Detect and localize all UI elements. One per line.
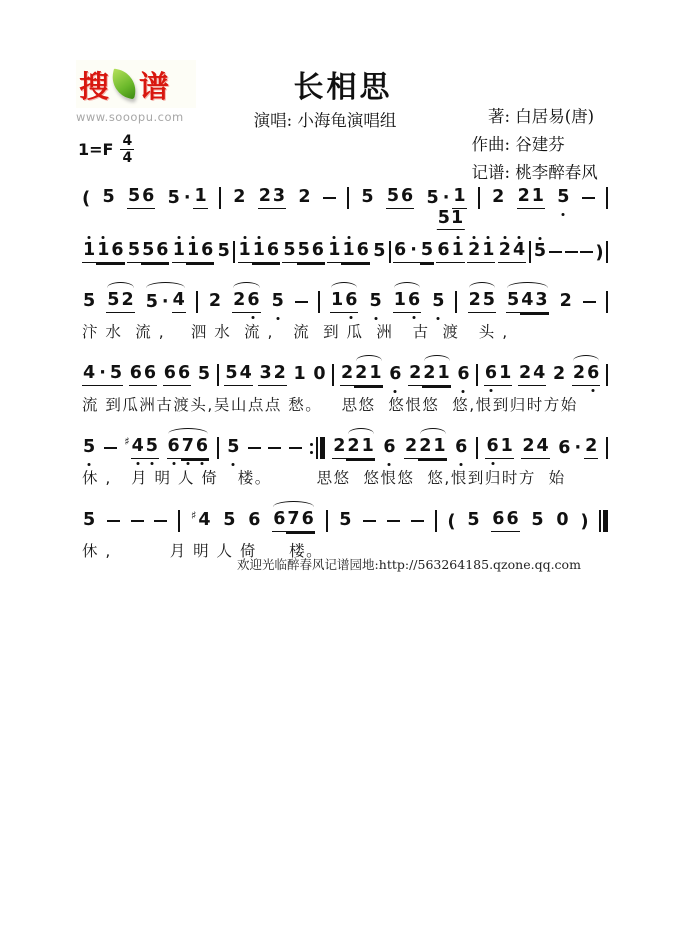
performer-credit: 演唱: 小海龟演唱组 [253, 111, 397, 130]
note-token: 6 · 2 [558, 436, 598, 459]
time-signature [120, 134, 134, 165]
barline [217, 437, 219, 459]
barline [435, 510, 437, 532]
ossia-note: 51 [437, 208, 465, 229]
score-line-5 [82, 436, 608, 488]
barline [347, 187, 349, 209]
note-token: 5 [531, 510, 544, 531]
note-token: 5 [467, 510, 480, 531]
note-token: 2 2 1 [408, 364, 451, 385]
dash-note [268, 447, 281, 450]
note-token: 1 1 6 [82, 241, 125, 262]
barline [606, 364, 608, 386]
slur-arc [420, 428, 445, 434]
note-token: 6 [248, 510, 261, 531]
dash-note [363, 520, 376, 523]
score-area [82, 186, 608, 585]
note-token: 5 [227, 437, 240, 458]
slur-arc [573, 355, 599, 361]
note-token: 5 5 6 [282, 241, 325, 262]
note-token: 6 1 [436, 241, 464, 262]
note-token: 2 4 [518, 364, 546, 385]
note-token: 6 6 [163, 364, 191, 385]
score-line-6 [82, 509, 608, 561]
note-token: 5 [83, 510, 96, 531]
dash-note [154, 520, 167, 523]
slur-arc [168, 428, 209, 434]
logo-url: www.sooopu.com [76, 110, 184, 124]
note-token: 1 1 6 [238, 241, 281, 262]
note-token: 6 [457, 364, 470, 385]
slur-arc [331, 282, 357, 288]
barline [478, 187, 480, 209]
transcriber-name: 桃李醉春风 [515, 163, 598, 182]
open-paren: ( [447, 510, 456, 532]
dash-note [411, 520, 424, 523]
notation-row [82, 509, 608, 533]
barline [217, 364, 219, 386]
barline [606, 187, 608, 209]
composer-row [452, 131, 598, 159]
notation-row [82, 240, 608, 264]
dash-note [323, 197, 336, 200]
note-token: 2 2 1 [332, 437, 375, 458]
note-token: 1 1 6 [172, 241, 215, 262]
note-token: 5 [102, 187, 115, 208]
note-token: 2 4 [521, 437, 549, 458]
note-token: 6 6 [491, 510, 519, 531]
note-token: 5 · 4 [145, 291, 186, 312]
barline [476, 437, 478, 459]
lyrics-row: 汴 水 流 , 泗 水 流 , 流 到 瓜 洲 古 渡 头 , [82, 323, 509, 341]
barline [606, 291, 608, 313]
note-token: 5 2 [106, 291, 134, 312]
notation-row [82, 363, 608, 387]
note-token: 5 · 1 51 [426, 186, 466, 229]
composer-label: 作曲: [471, 135, 510, 154]
transcriber-row [452, 159, 598, 187]
barline [332, 364, 334, 386]
note-token: 5 [557, 187, 570, 208]
note-token: 5 · 1 [167, 186, 207, 209]
barline [196, 291, 198, 313]
notation-row [82, 290, 608, 314]
note-token: 6 [455, 437, 468, 458]
sharp-icon: ♯ [191, 509, 197, 523]
repeat-dots [310, 443, 313, 454]
slur-arc [273, 501, 314, 507]
barline [219, 187, 221, 209]
note-token: 5 [83, 291, 96, 312]
note-token: 2 1 [517, 187, 545, 208]
note-token: 1 [293, 364, 306, 385]
dash-note [107, 520, 120, 523]
time-bottom: 4 [122, 150, 133, 166]
key-label: 1=F [78, 140, 114, 159]
credits-block [452, 103, 598, 187]
note-token: 2 [559, 291, 572, 312]
barline [606, 241, 608, 263]
slur-arc [146, 282, 185, 288]
note-token: 5 [432, 291, 445, 312]
slur-arc [356, 355, 381, 361]
song-title: 长相思 [293, 70, 393, 105]
lyrics-row: 流 到瓜洲古渡头,吴山点点 愁。 思悠 悠恨悠 悠,恨到归时方始 [82, 396, 578, 414]
dash-note [104, 447, 117, 450]
note-token: 5 [197, 364, 211, 385]
barline [529, 241, 531, 263]
note-token: 6 1 [484, 364, 512, 385]
dash-note [248, 447, 261, 450]
note-token: 6 [389, 364, 402, 385]
note-token: 2 4 [498, 241, 526, 262]
repeat-barline [310, 437, 325, 459]
note-token: 2 2 1 [340, 364, 383, 385]
note-token: 5 5 6 [127, 241, 170, 262]
note-token: 2 2 1 [404, 437, 447, 458]
slur-arc [233, 282, 259, 288]
barline [455, 291, 457, 313]
note-token: 2 [233, 187, 246, 208]
note-token: ♯ 4 [191, 509, 211, 531]
time-top: 4 [122, 133, 133, 149]
sharp-icon: ♯ [124, 435, 130, 449]
author-label: 著: [487, 107, 510, 126]
transcriber-label: 记谱: [471, 163, 510, 182]
notation-row [82, 436, 608, 460]
note-token: 6 1 [485, 437, 513, 458]
note-token: 5 [83, 437, 96, 458]
author-row [452, 103, 598, 131]
slur-arc [469, 282, 495, 288]
dash-note [549, 251, 562, 254]
note-token: 5 [533, 241, 547, 262]
note-token: 6 · 5 [393, 241, 434, 262]
dash-note [582, 197, 595, 200]
note-token: 2 [298, 187, 311, 208]
note-token: 2 5 [468, 291, 496, 312]
barline [318, 291, 320, 313]
author-name: 白居易(唐) [515, 107, 595, 126]
note-token: 5 6 [386, 187, 414, 208]
barline [233, 241, 235, 263]
note-token: 0 [556, 510, 569, 531]
score-line-1 [82, 186, 608, 229]
dash-note [295, 301, 308, 304]
slur-arc [424, 355, 449, 361]
note-token: 2 [492, 187, 505, 208]
note-token: 2 [553, 364, 566, 385]
note-token: 6 6 [129, 364, 157, 385]
note-token: 1 1 6 [327, 241, 370, 262]
note-token: 2 [208, 291, 222, 312]
note-token: 5 [217, 241, 230, 262]
slur-arc [507, 282, 548, 288]
dash-note [289, 447, 302, 450]
dash-note [131, 520, 144, 523]
key-signature [78, 134, 134, 165]
note-token: 5 [369, 291, 382, 312]
final-barline [599, 510, 608, 532]
note-token: 5 [271, 291, 284, 312]
dash-note [583, 301, 596, 304]
note-token: ♯ 4 5 [124, 437, 159, 458]
close-paren: ) [595, 241, 604, 263]
note-token: 6 7 6 [272, 510, 315, 531]
note-token: 2 1 [467, 241, 495, 262]
logo-char-sou: 搜 [79, 70, 109, 105]
note-token: 6 7 6 [167, 437, 210, 458]
notation-row [82, 186, 608, 229]
note-token: 5 [339, 510, 352, 531]
slur-arc [394, 282, 420, 288]
note-token: 5 [373, 241, 386, 262]
dash-note [565, 251, 578, 254]
barline [178, 510, 180, 532]
score-line-3 [82, 290, 608, 342]
note-token: 5 [361, 187, 374, 208]
composer-name: 谷建芬 [515, 135, 565, 154]
score-line-2 [82, 240, 608, 264]
note-token: 5 6 [127, 187, 155, 208]
barline [389, 241, 391, 263]
note-token: 0 [313, 364, 326, 385]
note-token: 5 4 [224, 364, 252, 385]
open-paren: ( [82, 187, 91, 209]
note-token: 1 6 [330, 291, 358, 312]
note-token: 1 6 [393, 291, 421, 312]
barline [476, 364, 478, 386]
close-paren: ) [580, 510, 589, 532]
note-token: 5 [223, 510, 236, 531]
slur-arc [348, 428, 373, 434]
dash-note [580, 251, 593, 254]
note-token: 2 6 [232, 291, 260, 312]
note-token: 3 2 [258, 364, 286, 385]
note-token: 2 6 [572, 364, 600, 385]
note-token: 4 · 5 [82, 364, 123, 385]
note-token: 6 [383, 437, 396, 458]
lyrics-row: 休 , 月 明 人 倚 楼。 思悠 悠恨悠 悠,恨到归时方 始 [82, 469, 566, 487]
barline [326, 510, 328, 532]
lyrics-row: 休 , 月 明 人 倚 楼。 [82, 542, 324, 560]
footer-note: 欢迎光临醉春风记谱园地:http://563264185.qzone.qq.com [237, 557, 581, 572]
note-token: 5 4 3 [506, 291, 549, 312]
score-line-4 [82, 363, 608, 415]
barline [606, 437, 608, 459]
dash-note [387, 520, 400, 523]
slur-arc [107, 282, 133, 288]
logo-char-pu: 谱 [139, 70, 169, 105]
note-token: 2 3 [258, 187, 286, 208]
